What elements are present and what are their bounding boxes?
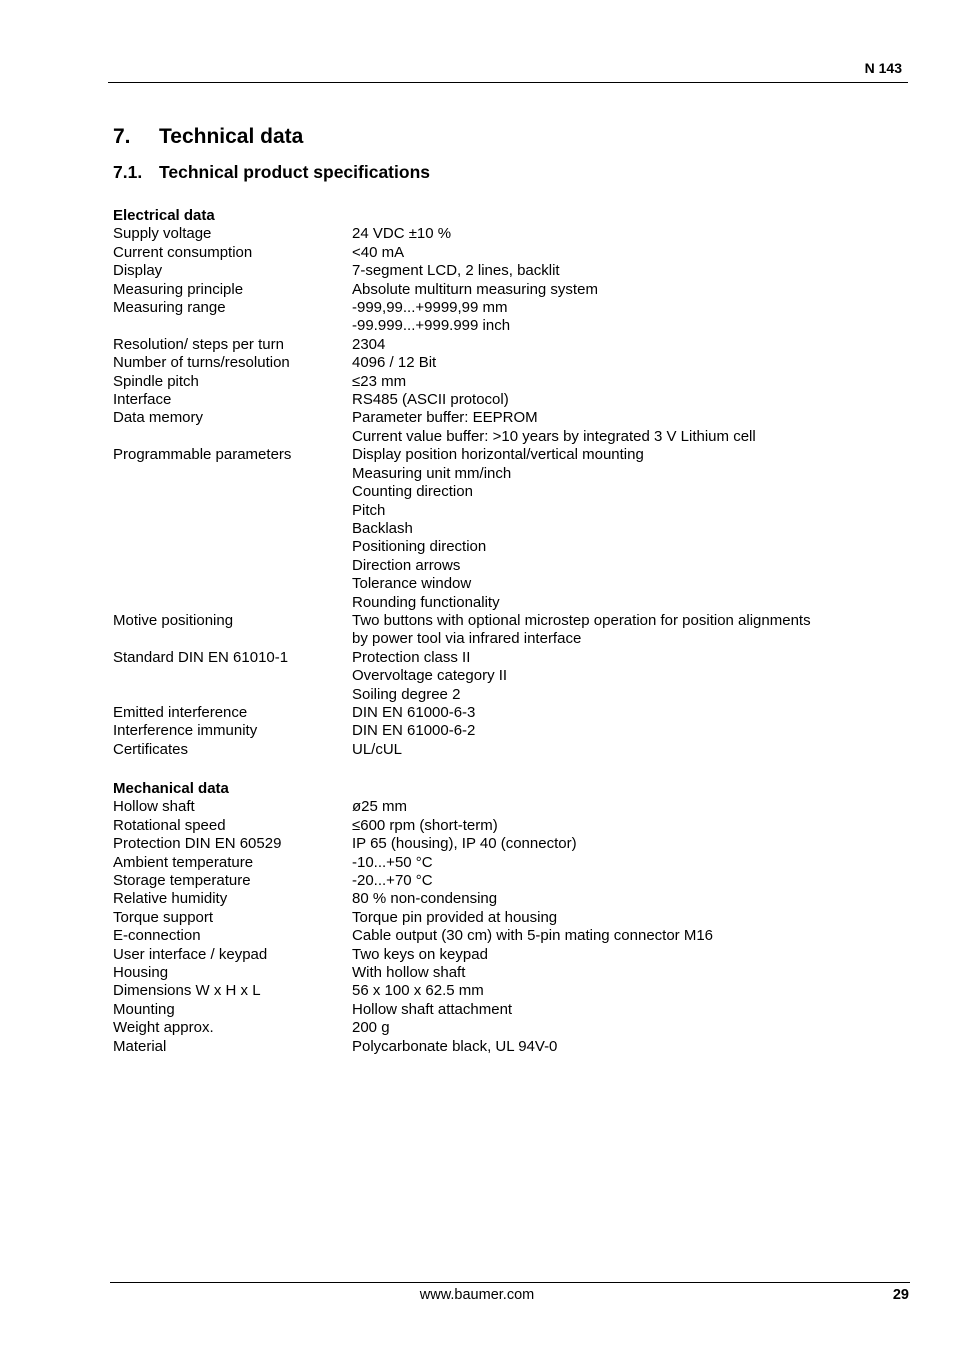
- spec-row: [113, 909, 903, 927]
- spec-value-line: Cable output (30 cm) with 5-pin mating connector M16: [352, 927, 714, 945]
- spec-row: [113, 299, 903, 336]
- spec-row: [113, 244, 903, 262]
- spec-value-line: ≤600 rpm (short-term): [352, 816, 498, 834]
- page-number: 29: [892, 1287, 909, 1303]
- spec-label: Interference immunity: [113, 722, 258, 740]
- spec-value: [352, 409, 903, 446]
- spec-row: [113, 262, 903, 280]
- spec-label: Storage temperature: [113, 872, 251, 890]
- spec-value: [352, 890, 903, 908]
- spec-value: [352, 225, 903, 243]
- spec-row: [113, 612, 903, 649]
- spec-label: Mounting: [113, 1000, 175, 1018]
- spec-value-line: Backlash: [352, 519, 413, 537]
- spec-value-line: Polycarbonate black, UL 94V-0: [352, 1037, 558, 1055]
- spec-value: [352, 244, 903, 262]
- spec-label: Resolution/ steps per turn: [113, 335, 284, 353]
- spec-label: Interface: [113, 391, 172, 409]
- spec-row: [113, 1001, 903, 1019]
- spec-row: [113, 964, 903, 982]
- spec-value-line: Current value buffer: >10 years by integrated 3 V Lithium cell: [352, 427, 756, 445]
- spec-value: [352, 336, 903, 354]
- spec-label: Hollow shaft: [113, 798, 195, 816]
- spec-label: Spindle pitch: [113, 372, 199, 390]
- spec-row: [113, 281, 903, 299]
- document-code: N 143: [864, 60, 902, 76]
- mechanical-data-table: [113, 780, 903, 1056]
- spec-value-line: Two buttons with optional microstep operation for position alignments: [352, 611, 811, 629]
- spec-row: [113, 946, 903, 964]
- spec-label: Current consumption: [113, 243, 253, 261]
- spec-value-line: ≤23 mm: [352, 372, 407, 390]
- spec-value-line: DIN EN 61000-6-3: [352, 703, 476, 721]
- chapter-title-text: Technical data: [159, 125, 304, 148]
- spec-label: User interface / keypad: [113, 945, 268, 963]
- spec-value: [352, 1038, 903, 1056]
- mechanical-data-heading: Mechanical data: [113, 780, 229, 797]
- spec-label: Motive positioning: [113, 611, 234, 629]
- electrical-data-table: [113, 207, 903, 759]
- spec-label: Emitted interference: [113, 703, 248, 721]
- spec-value: [352, 1001, 903, 1019]
- spec-value-line: IP 65 (housing), IP 40 (connector): [352, 835, 577, 853]
- spec-row: [113, 336, 903, 354]
- spec-value-line: Two keys on keypad: [352, 945, 488, 963]
- spec-label: Rotational speed: [113, 816, 226, 834]
- spec-value-line: Absolute multiturn measuring system: [352, 280, 598, 298]
- spec-value-line: -10...+50 °C: [352, 853, 433, 871]
- spec-value-line: -999,99...+9999,99 mm: [352, 299, 508, 317]
- spec-value: [352, 446, 903, 612]
- header-divider: [108, 82, 908, 83]
- spec-value-line: ø25 mm: [352, 798, 408, 816]
- section-title-text: Technical product specifications: [159, 162, 430, 182]
- spec-row: [113, 373, 903, 391]
- spec-label: Protection DIN EN 60529: [113, 835, 282, 853]
- spec-label: Data memory: [113, 409, 204, 427]
- spec-value: [352, 262, 903, 280]
- spec-label: Weight approx.: [113, 1019, 214, 1037]
- spec-value: [352, 704, 903, 722]
- spec-row: [113, 927, 903, 945]
- spec-row: [113, 890, 903, 908]
- spec-value-line: With hollow shaft: [352, 964, 466, 982]
- spec-label: Dimensions W x H x L: [113, 982, 261, 1000]
- spec-value: [352, 722, 903, 740]
- spec-value: [352, 835, 903, 853]
- spec-row: [113, 817, 903, 835]
- spec-value: [352, 909, 903, 927]
- spec-label: Display: [113, 262, 163, 280]
- spec-value: [352, 391, 903, 409]
- spec-value-line: Display position horizontal/vertical mounting: [352, 446, 644, 464]
- spec-row: [113, 391, 903, 409]
- spec-value-line: 24 VDC ±10 %: [352, 225, 452, 243]
- spec-value-line: 2304: [352, 335, 386, 353]
- spec-label: Measuring range: [113, 299, 226, 317]
- spec-value-line: Rounding functionality: [352, 593, 500, 611]
- spec-value-line: Soiling degree 2: [352, 685, 461, 703]
- spec-row: [113, 741, 903, 759]
- spec-value: [352, 299, 903, 336]
- spec-row: [113, 722, 903, 740]
- spec-label: Relative humidity: [113, 890, 228, 908]
- spec-label: Torque support: [113, 908, 214, 926]
- spec-row: [113, 409, 903, 446]
- spec-value-line: Counting direction: [352, 483, 473, 501]
- spec-label: Certificates: [113, 740, 189, 758]
- spec-value-line: Pitch: [352, 501, 386, 519]
- spec-value-line: <40 mA: [352, 243, 405, 261]
- spec-row: [113, 446, 903, 612]
- spec-value: [352, 649, 903, 704]
- section-title: [113, 162, 430, 183]
- spec-label: Housing: [113, 964, 169, 982]
- spec-value-line: Torque pin provided at housing: [352, 908, 558, 926]
- spec-value-line: Positioning direction: [352, 538, 487, 556]
- electrical-data-rows: [113, 225, 903, 759]
- spec-row: [113, 354, 903, 372]
- spec-value-line: Direction arrows: [352, 556, 461, 574]
- spec-value: [352, 946, 903, 964]
- spec-value-line: Overvoltage category II: [352, 667, 508, 685]
- spec-label: E-connection: [113, 927, 201, 945]
- spec-value: [352, 373, 903, 391]
- spec-value: [352, 817, 903, 835]
- spec-value-line: 200 g: [352, 1019, 390, 1037]
- spec-value: [352, 854, 903, 872]
- spec-value-line: Hollow shaft attachment: [352, 1000, 513, 1018]
- spec-value-line: RS485 (ASCII protocol): [352, 391, 509, 409]
- spec-row: [113, 649, 903, 704]
- spec-value-line: Measuring unit mm/inch: [352, 464, 512, 482]
- spec-label: Measuring principle: [113, 280, 244, 298]
- spec-value: [352, 964, 903, 982]
- spec-row: [113, 854, 903, 872]
- spec-label: Standard DIN EN 61010-1: [113, 648, 289, 666]
- spec-value: [352, 741, 903, 759]
- spec-value-line: Protection class II: [352, 648, 471, 666]
- spec-row: [113, 835, 903, 853]
- spec-value-line: UL/cUL: [352, 740, 403, 758]
- spec-row: [113, 1038, 903, 1056]
- spec-value-line: 4096 / 12 Bit: [352, 354, 437, 372]
- spec-label: Supply voltage: [113, 225, 212, 243]
- chapter-number: 7.: [113, 125, 131, 148]
- spec-value: [352, 281, 903, 299]
- spec-value: [352, 798, 903, 816]
- spec-row: [113, 798, 903, 816]
- spec-row: [113, 704, 903, 722]
- spec-label: Programmable parameters: [113, 446, 292, 464]
- spec-label: Number of turns/resolution: [113, 354, 290, 372]
- spec-value-line: 7-segment LCD, 2 lines, backlit: [352, 262, 560, 280]
- spec-value: [352, 982, 903, 1000]
- spec-value-line: by power tool via infrared interface: [352, 630, 582, 648]
- section-number: 7.1.: [113, 162, 143, 182]
- spec-row: [113, 225, 903, 243]
- spec-label: Ambient temperature: [113, 853, 254, 871]
- spec-value-line: DIN EN 61000-6-2: [352, 722, 476, 740]
- spec-value: [352, 1019, 903, 1037]
- spec-value: [352, 927, 903, 945]
- spec-value: [352, 872, 903, 890]
- mechanical-data-rows: [113, 798, 903, 1056]
- spec-value: [352, 354, 903, 372]
- spec-value-line: 80 % non-condensing: [352, 890, 498, 908]
- footer-divider: [110, 1282, 910, 1283]
- spec-value-line: -99.999...+999.999 inch: [352, 317, 511, 335]
- spec-row: [113, 982, 903, 1000]
- spec-value-line: 56 x 100 x 62.5 mm: [352, 982, 484, 1000]
- chapter-title: [113, 125, 303, 149]
- electrical-data-heading: Electrical data: [113, 207, 215, 224]
- spec-value-line: Parameter buffer: EEPROM: [352, 409, 538, 427]
- spec-value-line: Tolerance window: [352, 575, 472, 593]
- spec-row: [113, 1019, 903, 1037]
- footer-url: www.baumer.com: [419, 1287, 535, 1303]
- spec-value: [352, 612, 903, 649]
- spec-label: Material: [113, 1037, 167, 1055]
- spec-value-line: -20...+70 °C: [352, 872, 433, 890]
- spec-row: [113, 872, 903, 890]
